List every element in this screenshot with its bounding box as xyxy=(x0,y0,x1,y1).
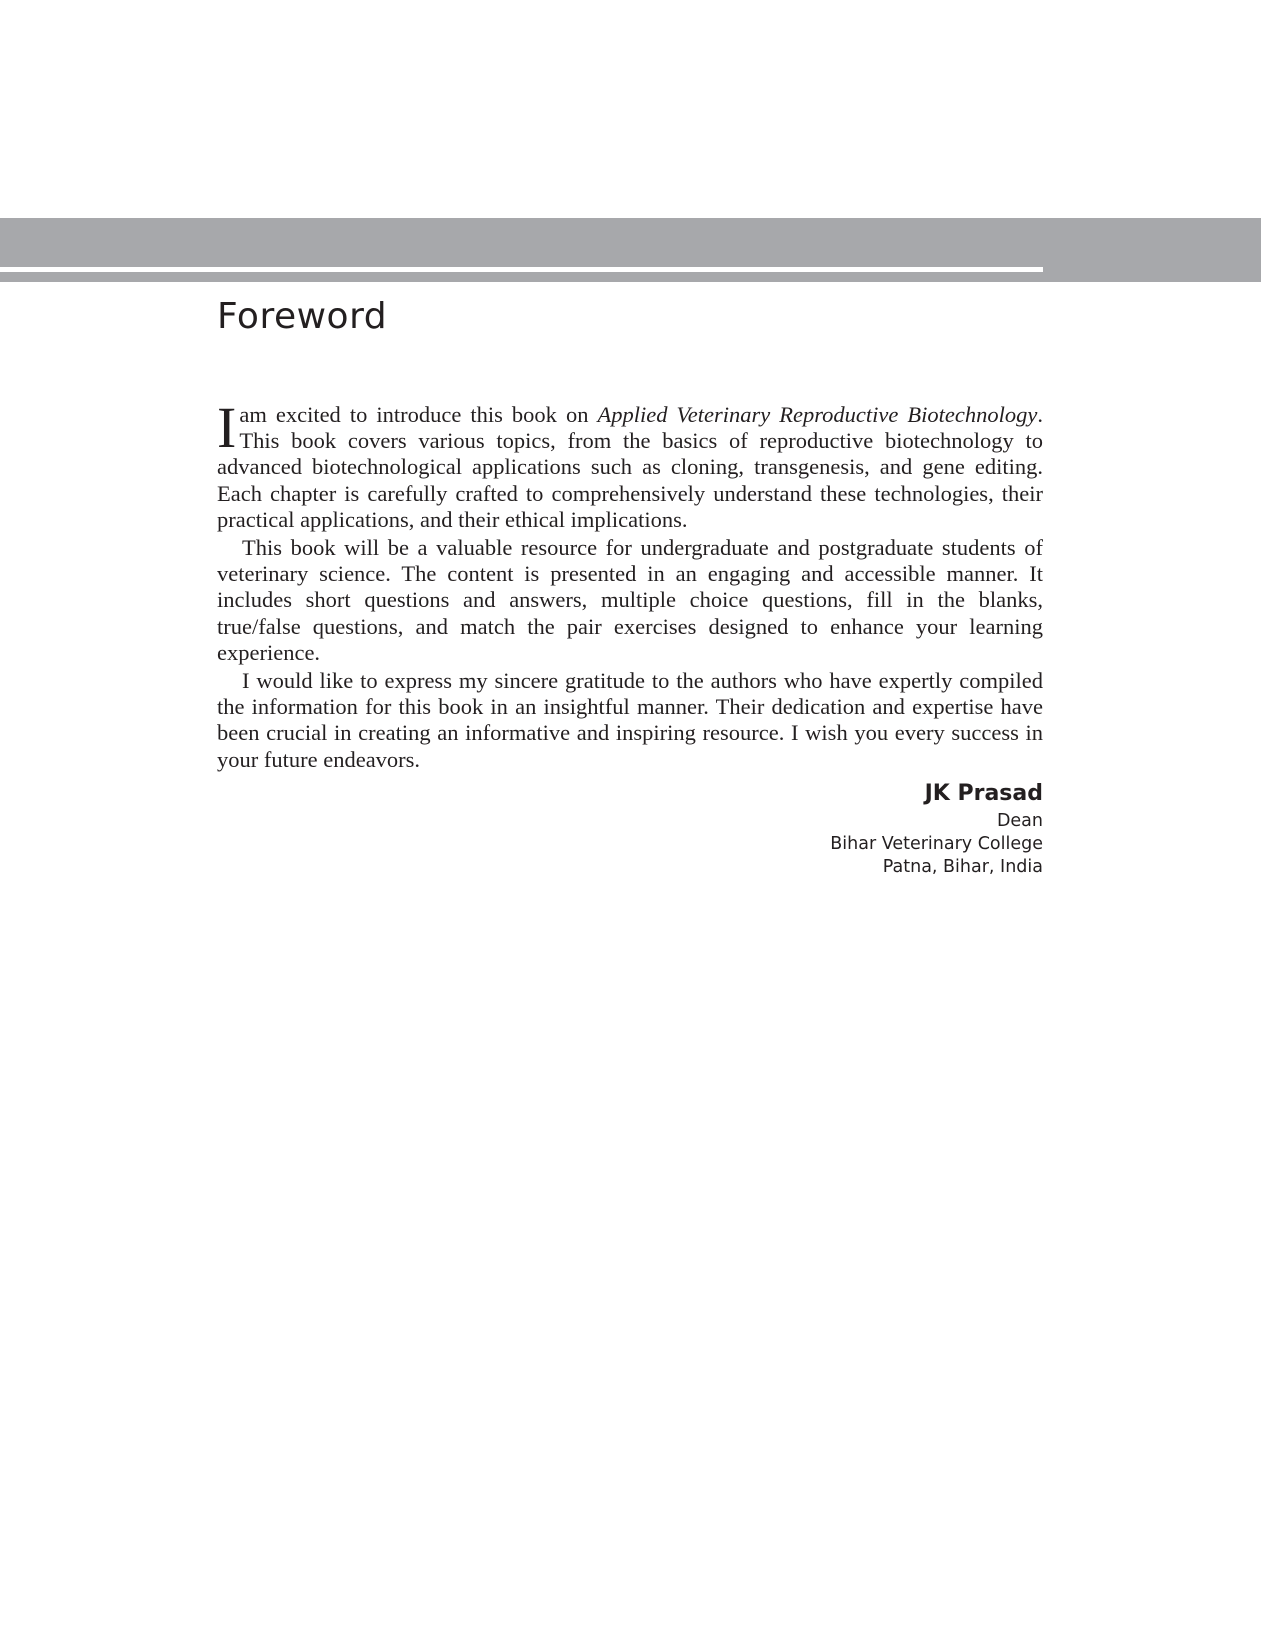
paragraph-1-intro: am excited to introduce this book on xyxy=(239,402,598,427)
signature-block xyxy=(830,778,1043,879)
paragraph-1 xyxy=(217,395,1044,533)
signatory-name: JK Prasad xyxy=(924,781,1043,806)
paragraph-1-rest: . This book covers various topics, from the basics of reproductive biotechnology to advanced biotechnological applications such as cloning, transgenesis, and gene editing. Each chapter is carefully crafted to comprehensively understand these technologies, their practical applications, and their ethical implications. xyxy=(217,402,1044,532)
book-title: Applied Veterinary Reproductive Biotechnology xyxy=(597,402,1038,427)
signatory-title: Dean xyxy=(996,811,1043,831)
drop-cap: I xyxy=(217,395,237,460)
signatory-location: Patna, Bihar, India xyxy=(882,857,1043,877)
header-band xyxy=(0,218,1261,282)
page-title: Foreword xyxy=(217,296,388,337)
header-rule xyxy=(0,267,1043,272)
signatory-institution: Bihar Veterinary College xyxy=(830,834,1043,854)
foreword-body xyxy=(217,395,1044,775)
paragraph-3: I would like to express my sincere gratitude to the authors who have expertly compiled the information for this book in an insightful manner. Their dedication and expertise have been crucial in creating an informative and inspiring resource. I wish you every success in your future endeavors. xyxy=(217,668,1043,772)
paragraph-2: This book will be a valuable resource for undergraduate and postgraduate students of veterinary science. The content is presented in an engaging and accessible manner. It includes short questions and answers, multiple choice questions, fill in the blanks, true/false questions, and match the pair exercises designed to enhance your learning experience. xyxy=(217,535,1043,665)
